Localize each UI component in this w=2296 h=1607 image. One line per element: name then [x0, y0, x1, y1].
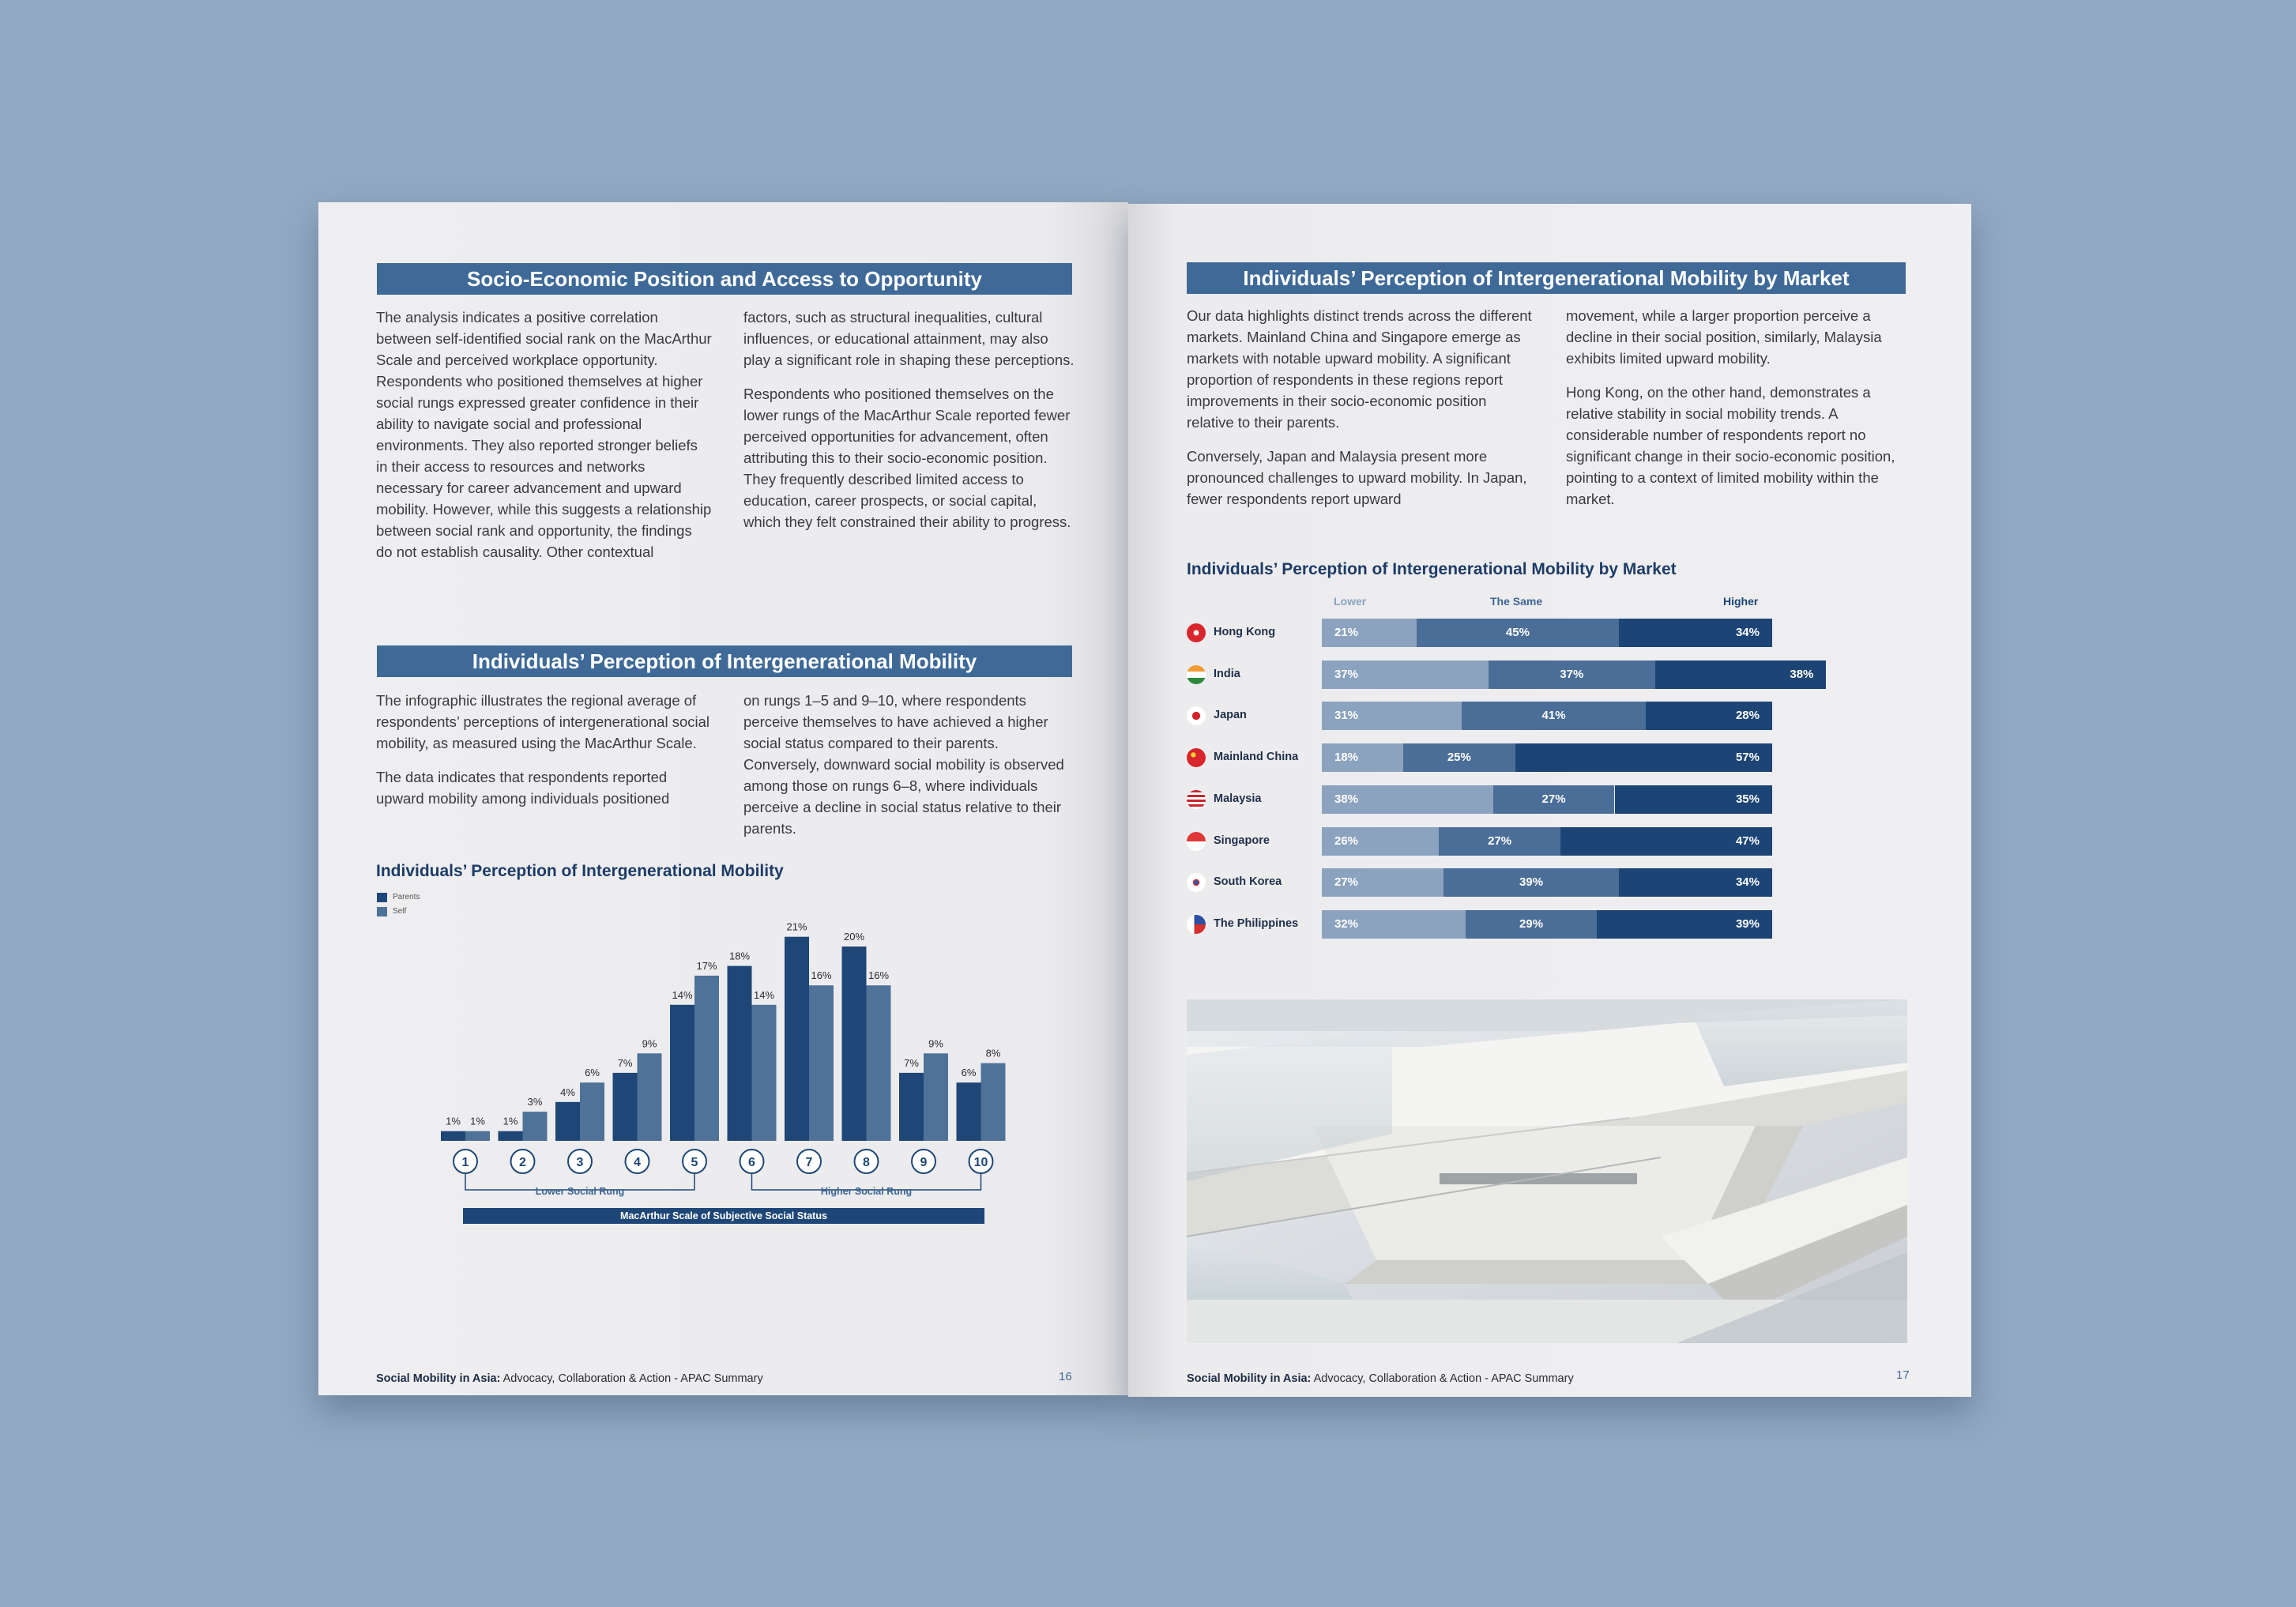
- segment-value: 27%: [1334, 875, 1359, 890]
- segment-lower: [1322, 785, 1493, 814]
- data-label-self: 9%: [928, 1037, 943, 1050]
- segment-value: 29%: [1519, 916, 1544, 931]
- data-label-parents: 1%: [446, 1115, 461, 1127]
- architecture-photo: [1187, 999, 1907, 1343]
- segment-value: 47%: [1735, 834, 1760, 848]
- data-label-parents: 4%: [560, 1086, 575, 1098]
- data-label-parents: 7%: [904, 1056, 919, 1069]
- bar-self: [694, 976, 719, 1141]
- left-page: [318, 202, 1128, 1395]
- segment-value: 37%: [1334, 667, 1359, 681]
- segment-the-same: [1462, 702, 1647, 730]
- segment-value: 28%: [1735, 709, 1760, 723]
- by-market-col1: [1187, 305, 1534, 522]
- segment-lower: [1322, 702, 1462, 730]
- segment-value: 27%: [1541, 792, 1566, 806]
- section-heading-by-market: Individuals’ Perception of Intergenerational Mobility by Market: [1187, 262, 1906, 294]
- market-name: Japan: [1214, 709, 1247, 722]
- data-label-parents: 18%: [728, 950, 751, 962]
- bar-self: [981, 1063, 1006, 1141]
- data-label-parents: 20%: [843, 931, 865, 943]
- x-axis-label: MacArthur Scale of Subjective Social Status: [620, 1210, 827, 1221]
- paragraph: factors, such as structural inequalities, cultural influences, or educational attainment, may also play a significant role in shaping these perceptions.: [743, 309, 1075, 368]
- segment-value: 38%: [1334, 792, 1359, 806]
- segment-higher: [1619, 619, 1772, 647]
- bar-parents: [728, 966, 752, 1141]
- bar-parents: [441, 1131, 465, 1141]
- market-chart: [1187, 595, 1814, 958]
- bar-self: [809, 985, 834, 1141]
- data-label-parents: 7%: [617, 1056, 633, 1069]
- header-same: The Same: [1490, 595, 1543, 608]
- market-name: Hong Kong: [1214, 626, 1276, 638]
- footer: [376, 1372, 763, 1385]
- flag-icon: [1187, 790, 1206, 809]
- segment-value: 26%: [1334, 834, 1359, 848]
- bar-parents: [499, 1131, 523, 1141]
- rung-number: 4: [634, 1156, 641, 1169]
- segment-the-same: [1443, 868, 1619, 897]
- bar-parents: [670, 1005, 694, 1141]
- group-label-higher: Higher Social Rung: [820, 1186, 913, 1197]
- footer-rest: Advocacy, Collaboration & Action - APAC Summary: [500, 1372, 763, 1385]
- market-name: India: [1214, 667, 1240, 680]
- segment-value: 41%: [1541, 709, 1566, 723]
- legend-self-label: Self: [393, 907, 407, 916]
- segment-value: 35%: [1735, 792, 1760, 806]
- segment-value: 39%: [1735, 916, 1760, 931]
- footer-bold: Social Mobility in Asia:: [1187, 1372, 1312, 1385]
- bar-chart: [318, 202, 1128, 1229]
- rung-number: 2: [519, 1156, 526, 1169]
- segment-lower: [1322, 910, 1466, 939]
- section-heading-socio-economic: Socio-Economic Position and Access to Opportunity: [377, 263, 1072, 295]
- segment-lower: [1322, 660, 1489, 689]
- page-number: 17: [1896, 1368, 1910, 1382]
- market-name: The Philippines: [1214, 916, 1299, 930]
- segment-value: 32%: [1334, 916, 1359, 931]
- data-label-self: 8%: [985, 1047, 1001, 1059]
- market-row: [1187, 827, 1787, 856]
- market-row: [1187, 743, 1787, 772]
- bar-parents: [957, 1082, 981, 1141]
- segment-higher: [1646, 702, 1772, 730]
- paragraph: on rungs 1–5 and 9–10, where respondents perceive themselves to have achieved a higher social status compared to their parents. Conversely, downward social mobility is observed among those on rungs 6–8, where individuals perceive a decline in social status relative to their parents.: [743, 692, 1064, 837]
- bar-parents: [613, 1073, 638, 1141]
- by-market-col2: [1566, 305, 1914, 522]
- segment-value: 21%: [1334, 626, 1359, 639]
- segment-value: 39%: [1519, 875, 1544, 890]
- bar-parents: [555, 1102, 580, 1141]
- flag-icon: [1187, 665, 1206, 684]
- segment-higher: [1560, 827, 1772, 856]
- data-label-self: 14%: [753, 988, 775, 1001]
- market-row: [1187, 785, 1787, 814]
- footer: [1187, 1372, 1574, 1385]
- data-label-parents: 6%: [961, 1067, 977, 1079]
- market-row: [1187, 910, 1787, 939]
- page-number: 16: [1059, 1370, 1072, 1383]
- paragraph: Our data highlights distinct trends across the different markets. Mainland China and Singapore emerge as markets with notable upward mobility. A significant proportion of respondents in these regions report improvements in their socio-economic position relative to their parents.: [1187, 307, 1532, 431]
- bar-self: [580, 1082, 604, 1141]
- footer-rest: Advocacy, Collaboration & Action - APAC Summary: [1311, 1372, 1574, 1385]
- market-row: [1187, 868, 1787, 897]
- segment-the-same: [1489, 660, 1655, 689]
- data-label-self: 16%: [868, 969, 890, 982]
- header-higher: Higher: [1723, 595, 1759, 608]
- market-name: Malaysia: [1214, 792, 1262, 805]
- bar-self: [924, 1053, 948, 1141]
- paragraph: Respondents who positioned themselves on the lower rungs of the MacArthur Scale reported fewer perceived opportunities for advancement, often attributing this to their socio-economic position. They frequently described limited access to education, career prospects, or social capital, which they felt constrained their ability to progress.: [743, 386, 1071, 530]
- legend-parents-label: Parents: [393, 893, 420, 901]
- market-row: [1187, 660, 1814, 689]
- data-label-self: 6%: [585, 1067, 600, 1079]
- rung-number: 3: [576, 1156, 584, 1169]
- segment-higher: [1597, 910, 1772, 939]
- data-label-self: 9%: [642, 1037, 657, 1050]
- segment-the-same: [1403, 743, 1516, 772]
- data-label-self: 17%: [696, 959, 717, 972]
- segment-value: 57%: [1735, 751, 1760, 765]
- group-label-lower: Lower Social Rung: [535, 1186, 625, 1197]
- segment-value: 25%: [1447, 751, 1471, 765]
- segment-value: 31%: [1334, 709, 1359, 723]
- segment-value: 27%: [1488, 834, 1512, 848]
- segment-lower: [1322, 827, 1439, 856]
- segment-the-same: [1439, 827, 1560, 856]
- segment-value: 37%: [1560, 667, 1584, 681]
- market-name: Singapore: [1214, 834, 1270, 847]
- segment-value: 34%: [1735, 875, 1760, 890]
- rung-number: 10: [973, 1156, 988, 1169]
- data-label-parents: 14%: [672, 988, 693, 1001]
- bar-chart-title: Individuals’ Perception of Intergenerational Mobility: [376, 862, 784, 880]
- data-label-parents: 21%: [786, 920, 807, 933]
- bar-self: [638, 1053, 662, 1141]
- header-lower: Lower: [1334, 595, 1367, 608]
- data-label-self: 1%: [470, 1115, 485, 1127]
- rung-number: 1: [461, 1156, 469, 1169]
- bar-self: [867, 985, 891, 1141]
- bar-parents: [785, 937, 809, 1141]
- segment-higher: [1655, 660, 1827, 689]
- segment-lower: [1322, 743, 1403, 772]
- segment-the-same: [1466, 910, 1596, 939]
- paragraph: Conversely, Japan and Malaysia present more pronounced challenges to upward mobility. In Japan, fewer respondents report upward: [1187, 448, 1527, 507]
- flag-icon: [1187, 832, 1206, 851]
- segment-the-same: [1493, 785, 1615, 814]
- rung-number: 7: [805, 1156, 813, 1169]
- segment-higher: [1515, 743, 1772, 772]
- rung-number: 8: [863, 1156, 870, 1169]
- bar-self: [465, 1131, 490, 1141]
- data-label-self: 16%: [811, 969, 832, 982]
- section-heading-intergenerational: Individuals’ Perception of Intergenerational Mobility: [377, 645, 1072, 677]
- segment-higher: [1619, 868, 1772, 897]
- flag-icon: [1187, 706, 1206, 725]
- segment-value: 18%: [1334, 751, 1359, 765]
- market-chart-title: Individuals’ Perception of Intergenerational Mobility by Market: [1187, 560, 1677, 578]
- rung-number: 9: [920, 1156, 928, 1169]
- paragraph: movement, while a larger proportion perceive a decline in their social position, similarly, Malaysia exhibits limited upward mobility.: [1566, 307, 1882, 367]
- paragraph: The analysis indicates a positive correlation between self-identified social rank on the MacArthur Scale and perceived workplace opportunity. Respondents who positioned themselves at higher social rungs expressed greater confidence in their ability to navigate social and professional environments. They also reported stronger beliefs in their access to resources and networks necessary for career advancement and upward mobility. However, while this suggests a relationship between social rank and opportunity, the findings do not establish causality. Other contextual: [376, 309, 712, 560]
- data-label-parents: 1%: [502, 1115, 518, 1127]
- flag-icon: [1187, 748, 1206, 767]
- rung-number: 6: [748, 1156, 755, 1169]
- bar-self: [523, 1112, 548, 1141]
- data-label-self: 3%: [527, 1096, 543, 1108]
- segment-value: 38%: [1790, 667, 1814, 681]
- market-name: South Korea: [1214, 875, 1282, 889]
- flag-icon: [1187, 873, 1206, 892]
- rung-number: 5: [691, 1156, 698, 1169]
- segment-lower: [1322, 619, 1417, 647]
- segment-higher: [1615, 785, 1773, 814]
- paragraph: Hong Kong, on the other hand, demonstrates a relative stability in social mobility trends. A considerable number of respondents report no significant change in their socio-economic position, pointing to a context of limited mobility within the market.: [1566, 384, 1895, 507]
- market-row: [1187, 619, 1787, 647]
- flag-icon: [1187, 623, 1206, 642]
- segment-the-same: [1417, 619, 1620, 647]
- segment-value: 34%: [1735, 626, 1760, 639]
- market-row: [1187, 702, 1787, 730]
- flag-icon: [1187, 915, 1206, 934]
- market-name: Mainland China: [1214, 751, 1299, 764]
- bar-self: [752, 1005, 777, 1141]
- bar-parents: [899, 1073, 924, 1141]
- segment-value: 45%: [1505, 626, 1530, 639]
- paragraph: The data indicates that respondents reported upward mobility among individuals positioned: [376, 769, 670, 807]
- segment-lower: [1322, 868, 1443, 897]
- footer-bold: Social Mobility in Asia:: [376, 1372, 501, 1385]
- bar-parents: [842, 947, 867, 1141]
- right-page: [1128, 204, 1971, 1397]
- paragraph: The infographic illustrates the regional average of respondents’ perceptions of intergenerational social mobility, as measured using the MacArthur Scale.: [376, 692, 710, 751]
